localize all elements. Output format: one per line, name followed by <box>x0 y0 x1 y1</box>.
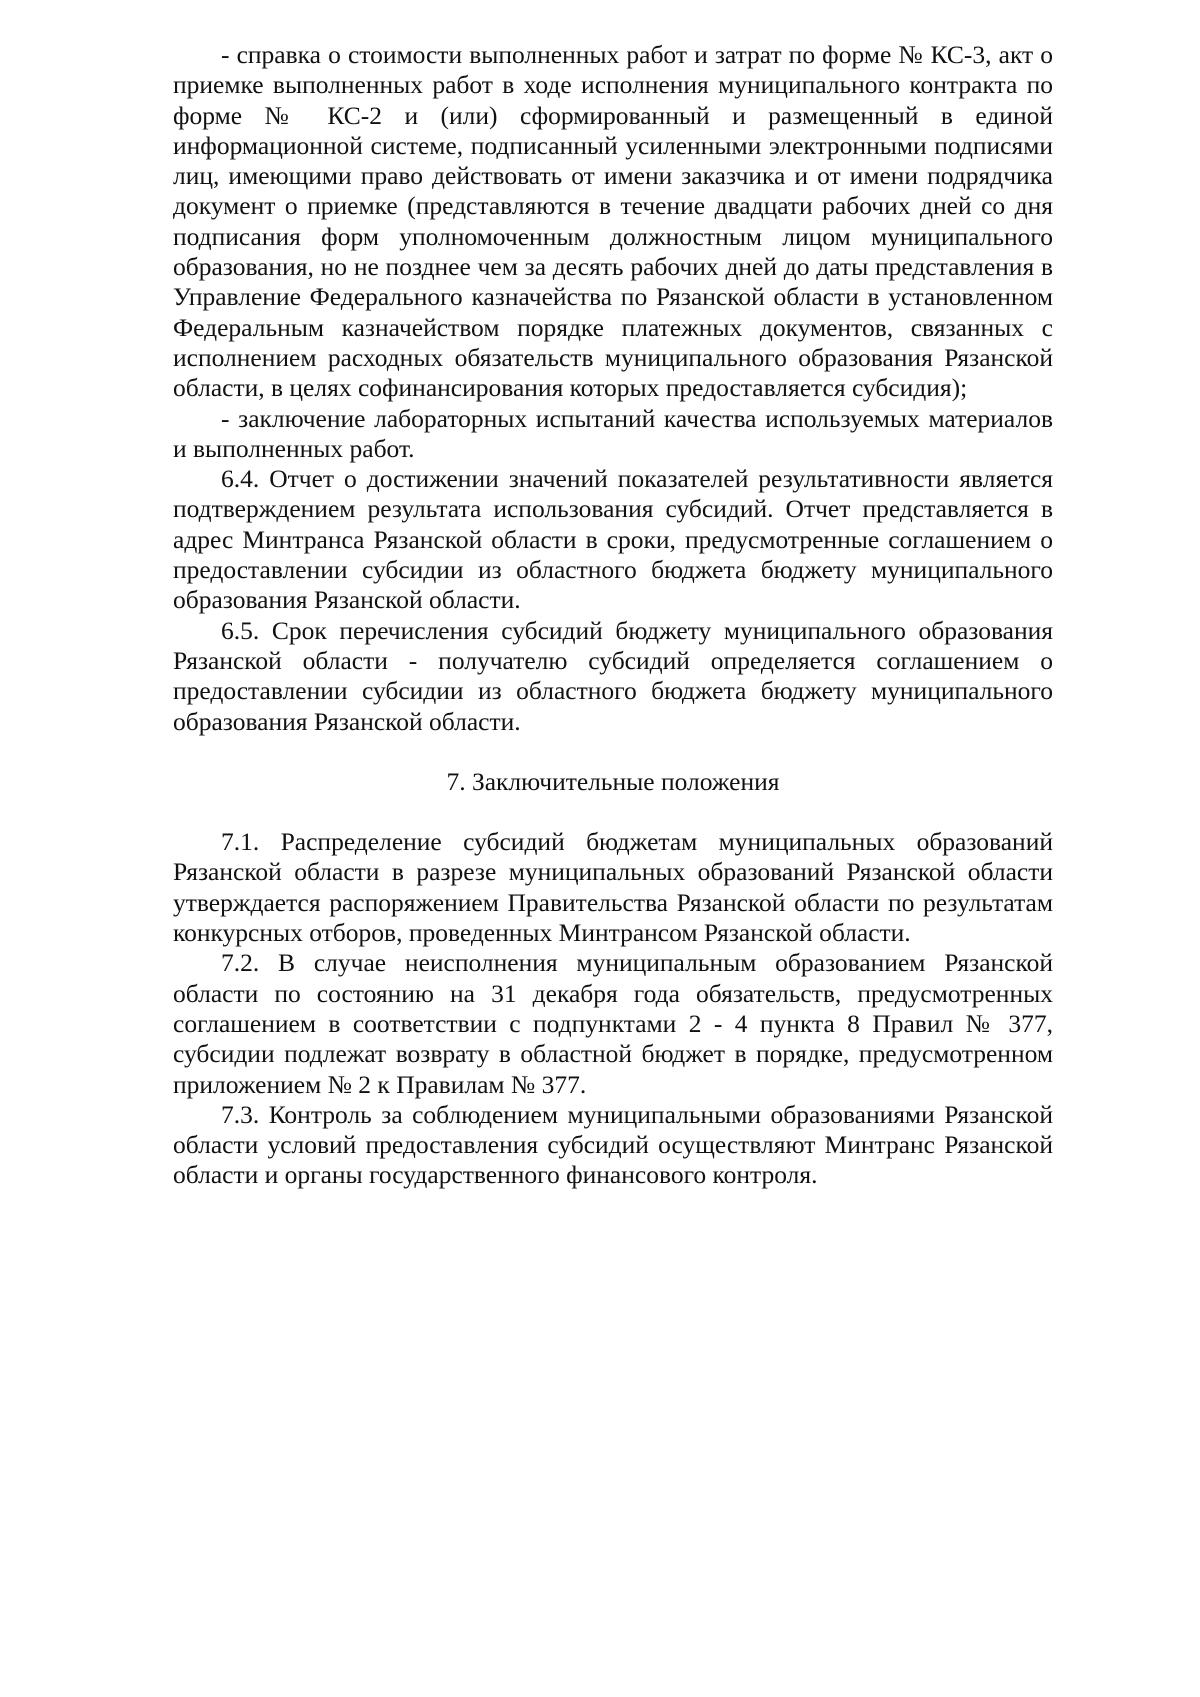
paragraph-ks3-certificate: - справка о стоимости выполненных работ и затрат по форме № КС-3, акт о приемке выполненных работ в ходе исполнения муниципального контракта по форме № КС-2 и (или) сформированный и размещенный в единой информационной системе, подписанный усиленными электронными подписями лиц, имеющими право действовать от имени заказчика и от имени подрядчика документ о приемке (представляются в течение двадцати рабочих дней со дня подписания форм уполномоченным должностным лицом муниципального образования, но не позднее чем за десять рабочих дней до даты представления в Управление Федерального казначейства по Рязанской области в установленном Федеральным казначейством порядке платежных документов, связанных с исполнением расходных обязательств муниципального образования Рязанской области, в целях софинансирования которых предоставляется субсидия); <box>173 40 1053 403</box>
paragraph-lab-tests: - заключение лабораторных испытаний качества используемых материалов и выполненных работ. <box>173 403 1053 463</box>
paragraph-7-1: 7.1. Распределение субсидий бюджетам муниципальных образований Рязанской области в разрезе муниципальных образований Рязанской области утверждается распоряжением Правительства Рязанской области по результатам конкурсных отборов, проведенных Минтрансом Рязанской области. <box>173 827 1053 948</box>
section-heading: 7. Заключительные положения <box>446 766 780 796</box>
paragraph-7-3: 7.3. Контроль за соблюдением муниципальными образованиями Рязанской области условий предоставления субсидий осуществляют Минтранс Рязанской области и органы государственного финансового контроля. <box>173 1099 1053 1190</box>
paragraph-6-4: 6.4. Отчет о достижении значений показателей результативности является подтверждением результата использования субсидий. Отчет представляется в адрес Минтранса Рязанской области в сроки, предусмотренные соглашением о предоставлении субсидии из областного бюджета бюджету муниципального образования Рязанской области. <box>173 464 1053 615</box>
document-page <box>173 40 1053 1191</box>
paragraph-6-5: 6.5. Срок перечисления субсидий бюджету муниципального образования Рязанской области - получателю субсидий определяется соглашением о предоставлении субсидии из областного бюджета бюджету муниципального образования Рязанской области. <box>173 615 1053 736</box>
paragraph-7-2: 7.2. В случае неисполнения муниципальным образованием Рязанской области по состоянию на 31 декабря года обязательств, предусмотренных соглашением в соответствии с подпунктами 2 - 4 пункта 8 Правил № 377, субсидии подлежат возврату в областной бюджет в порядке, предусмотренном приложением № 2 к Правилам № 377. <box>173 948 1053 1099</box>
